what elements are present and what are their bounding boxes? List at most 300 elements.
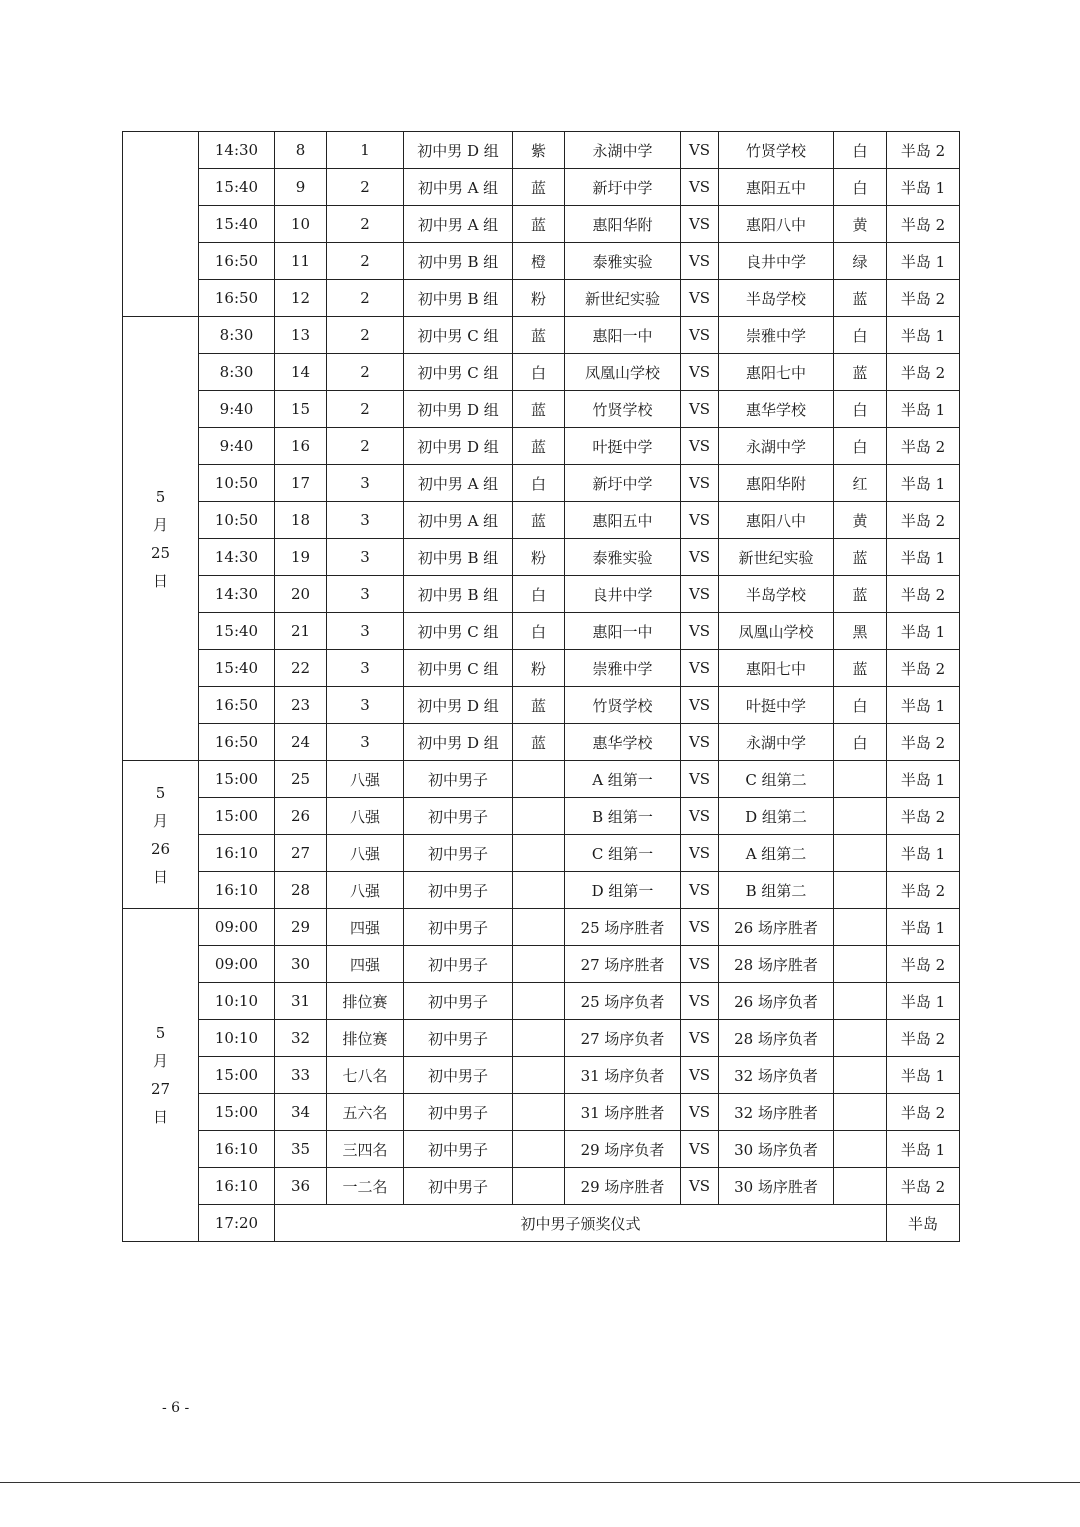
venue-cell: 半岛 1 xyxy=(887,983,960,1020)
time-cell: 15:40 xyxy=(199,613,275,650)
group-cell: 初中男子 xyxy=(404,1168,513,1205)
team-a-cell: 惠阳一中 xyxy=(565,613,681,650)
table-row xyxy=(123,391,960,428)
team-b-cell: 惠阳华附 xyxy=(719,465,834,502)
table-row xyxy=(123,243,960,280)
date-part: 月 xyxy=(152,515,168,534)
versus-cell: VS xyxy=(681,650,719,687)
time-cell: 16:10 xyxy=(199,1168,275,1205)
jersey-color-a-cell xyxy=(513,1057,565,1094)
jersey-color-b-cell: 红 xyxy=(834,465,887,502)
round-cell: 三四名 xyxy=(327,1131,404,1168)
team-a-cell: 27 场序胜者 xyxy=(565,946,681,983)
group-cell: 初中男 A 组 xyxy=(404,169,513,206)
team-b-cell: 惠阳七中 xyxy=(719,650,834,687)
jersey-color-b-cell: 蓝 xyxy=(834,576,887,613)
team-a-cell: 新世纪实验 xyxy=(565,280,681,317)
jersey-color-b-cell: 蓝 xyxy=(834,650,887,687)
jersey-color-b-cell xyxy=(834,798,887,835)
team-b-cell: 叶挺中学 xyxy=(719,687,834,724)
jersey-color-a-cell xyxy=(513,1131,565,1168)
group-cell: 初中男 C 组 xyxy=(404,613,513,650)
group-cell: 初中男 C 组 xyxy=(404,317,513,354)
jersey-color-b-cell: 绿 xyxy=(834,243,887,280)
jersey-color-b-cell xyxy=(834,872,887,909)
team-b-cell: 半岛学校 xyxy=(719,280,834,317)
match-number-cell: 21 xyxy=(275,613,327,650)
table-row xyxy=(123,1020,960,1057)
venue-cell: 半岛 2 xyxy=(887,724,960,761)
jersey-color-b-cell: 黄 xyxy=(834,206,887,243)
versus-cell: VS xyxy=(681,502,719,539)
jersey-color-a-cell: 蓝 xyxy=(513,317,565,354)
team-a-cell: 叶挺中学 xyxy=(565,428,681,465)
jersey-color-a-cell xyxy=(513,761,565,798)
jersey-color-b-cell: 白 xyxy=(834,391,887,428)
round-cell: 3 xyxy=(327,724,404,761)
jersey-color-a-cell: 白 xyxy=(513,576,565,613)
match-number-cell: 23 xyxy=(275,687,327,724)
match-number-cell: 19 xyxy=(275,539,327,576)
team-a-cell: 29 场序负者 xyxy=(565,1131,681,1168)
round-cell: 3 xyxy=(327,650,404,687)
venue-cell: 半岛 1 xyxy=(887,761,960,798)
schedule-table xyxy=(122,131,960,1242)
jersey-color-a-cell xyxy=(513,1168,565,1205)
match-number-cell: 12 xyxy=(275,280,327,317)
venue-cell: 半岛 2 xyxy=(887,576,960,613)
jersey-color-a-cell xyxy=(513,1020,565,1057)
time-cell: 16:50 xyxy=(199,687,275,724)
jersey-color-b-cell xyxy=(834,983,887,1020)
venue-cell: 半岛 1 xyxy=(887,1057,960,1094)
match-number-cell: 16 xyxy=(275,428,327,465)
team-a-cell: 永湖中学 xyxy=(565,132,681,169)
group-cell: 初中男 C 组 xyxy=(404,354,513,391)
versus-cell: VS xyxy=(681,761,719,798)
venue-cell: 半岛 2 xyxy=(887,650,960,687)
team-a-cell: 新圩中学 xyxy=(565,169,681,206)
venue-cell: 半岛 2 xyxy=(887,280,960,317)
team-a-cell: 31 场序胜者 xyxy=(565,1094,681,1131)
time-cell: 16:50 xyxy=(199,724,275,761)
jersey-color-b-cell xyxy=(834,835,887,872)
match-number-cell: 9 xyxy=(275,169,327,206)
versus-cell: VS xyxy=(681,1057,719,1094)
match-number-cell: 15 xyxy=(275,391,327,428)
jersey-color-a-cell: 粉 xyxy=(513,650,565,687)
date-part: 27 xyxy=(150,1080,171,1098)
time-cell: 10:10 xyxy=(199,1020,275,1057)
match-number-cell: 33 xyxy=(275,1057,327,1094)
footer-divider xyxy=(0,1482,1080,1483)
round-cell: 2 xyxy=(327,243,404,280)
match-number-cell: 13 xyxy=(275,317,327,354)
jersey-color-a-cell: 白 xyxy=(513,354,565,391)
round-cell: 五六名 xyxy=(327,1094,404,1131)
match-number-cell: 10 xyxy=(275,206,327,243)
jersey-color-b-cell xyxy=(834,909,887,946)
venue-cell: 半岛 1 xyxy=(887,835,960,872)
venue-cell: 半岛 1 xyxy=(887,1131,960,1168)
versus-cell: VS xyxy=(681,1020,719,1057)
team-a-cell: 31 场序负者 xyxy=(565,1057,681,1094)
versus-cell: VS xyxy=(681,428,719,465)
team-b-cell: 30 场序负者 xyxy=(719,1131,834,1168)
time-cell: 14:30 xyxy=(199,576,275,613)
jersey-color-b-cell: 白 xyxy=(834,687,887,724)
team-a-cell: 惠阳一中 xyxy=(565,317,681,354)
round-cell: 八强 xyxy=(327,835,404,872)
time-cell: 10:50 xyxy=(199,502,275,539)
round-cell: 排位赛 xyxy=(327,1020,404,1057)
venue-cell: 半岛 1 xyxy=(887,391,960,428)
table-row xyxy=(123,983,960,1020)
jersey-color-a-cell: 蓝 xyxy=(513,206,565,243)
date-cell xyxy=(123,132,199,317)
group-cell: 初中男子 xyxy=(404,1094,513,1131)
round-cell: 2 xyxy=(327,169,404,206)
date-part: 5 xyxy=(155,783,166,802)
table-row xyxy=(123,724,960,761)
venue-cell: 半岛 1 xyxy=(887,613,960,650)
venue-cell: 半岛 2 xyxy=(887,502,960,539)
match-number-cell: 28 xyxy=(275,872,327,909)
date-part: 日 xyxy=(152,1108,168,1126)
time-cell: 9:40 xyxy=(199,391,275,428)
venue-cell: 半岛 xyxy=(887,1205,960,1242)
round-cell: 3 xyxy=(327,687,404,724)
jersey-color-a-cell: 蓝 xyxy=(513,724,565,761)
team-a-cell: 泰雅实验 xyxy=(565,539,681,576)
team-b-cell: B 组第二 xyxy=(719,872,834,909)
team-b-cell: 惠阳八中 xyxy=(719,502,834,539)
group-cell: 初中男 B 组 xyxy=(404,243,513,280)
versus-cell: VS xyxy=(681,909,719,946)
jersey-color-b-cell xyxy=(834,1057,887,1094)
team-a-cell: A 组第一 xyxy=(565,761,681,798)
time-cell: 16:10 xyxy=(199,872,275,909)
round-cell: 七八名 xyxy=(327,1057,404,1094)
page-number: - 6 - xyxy=(162,1400,190,1416)
team-a-cell: 25 场序胜者 xyxy=(565,909,681,946)
jersey-color-b-cell: 蓝 xyxy=(834,280,887,317)
jersey-color-a-cell: 蓝 xyxy=(513,687,565,724)
match-number-cell: 24 xyxy=(275,724,327,761)
venue-cell: 半岛 2 xyxy=(887,1094,960,1131)
group-cell: 初中男子 xyxy=(404,983,513,1020)
time-cell: 15:40 xyxy=(199,206,275,243)
versus-cell: VS xyxy=(681,465,719,502)
versus-cell: VS xyxy=(681,391,719,428)
ceremony-event-cell: 初中男子颁奖仪式 xyxy=(275,1205,887,1242)
group-cell: 初中男 D 组 xyxy=(404,428,513,465)
round-cell: 2 xyxy=(327,280,404,317)
time-cell: 16:50 xyxy=(199,280,275,317)
ceremony-row xyxy=(123,1205,960,1242)
round-cell: 3 xyxy=(327,613,404,650)
venue-cell: 半岛 1 xyxy=(887,465,960,502)
time-cell: 10:10 xyxy=(199,983,275,1020)
team-b-cell: 永湖中学 xyxy=(719,428,834,465)
jersey-color-a-cell: 蓝 xyxy=(513,502,565,539)
round-cell: 排位赛 xyxy=(327,983,404,1020)
match-number-cell: 22 xyxy=(275,650,327,687)
jersey-color-b-cell xyxy=(834,1168,887,1205)
versus-cell: VS xyxy=(681,946,719,983)
versus-cell: VS xyxy=(681,835,719,872)
round-cell: 四强 xyxy=(327,909,404,946)
time-cell: 15:00 xyxy=(199,1057,275,1094)
jersey-color-b-cell: 蓝 xyxy=(834,354,887,391)
date-cell xyxy=(123,909,199,1242)
team-a-cell: 泰雅实验 xyxy=(565,243,681,280)
table-row xyxy=(123,502,960,539)
team-b-cell: 半岛学校 xyxy=(719,576,834,613)
versus-cell: VS xyxy=(681,1094,719,1131)
time-cell: 15:40 xyxy=(199,650,275,687)
table-row xyxy=(123,946,960,983)
venue-cell: 半岛 2 xyxy=(887,1168,960,1205)
round-cell: 八强 xyxy=(327,761,404,798)
team-b-cell: A 组第二 xyxy=(719,835,834,872)
time-cell: 15:40 xyxy=(199,169,275,206)
date-part: 月 xyxy=(152,811,168,830)
group-cell: 初中男 D 组 xyxy=(404,391,513,428)
team-b-cell: 崇雅中学 xyxy=(719,317,834,354)
versus-cell: VS xyxy=(681,798,719,835)
venue-cell: 半岛 2 xyxy=(887,428,960,465)
match-number-cell: 11 xyxy=(275,243,327,280)
venue-cell: 半岛 2 xyxy=(887,354,960,391)
versus-cell: VS xyxy=(681,983,719,1020)
group-cell: 初中男子 xyxy=(404,1020,513,1057)
date-cell xyxy=(123,317,199,761)
match-number-cell: 36 xyxy=(275,1168,327,1205)
table-row xyxy=(123,1094,960,1131)
table-row xyxy=(123,169,960,206)
table-row xyxy=(123,761,960,798)
table-row xyxy=(123,428,960,465)
versus-cell: VS xyxy=(681,280,719,317)
time-cell: 17:20 xyxy=(199,1205,275,1242)
round-cell: 2 xyxy=(327,206,404,243)
time-cell: 16:10 xyxy=(199,835,275,872)
round-cell: 2 xyxy=(327,428,404,465)
group-cell: 初中男子 xyxy=(404,1131,513,1168)
versus-cell: VS xyxy=(681,206,719,243)
venue-cell: 半岛 1 xyxy=(887,169,960,206)
team-b-cell: 惠华学校 xyxy=(719,391,834,428)
jersey-color-a-cell xyxy=(513,909,565,946)
date-part: 5 xyxy=(155,1024,166,1042)
time-cell: 15:00 xyxy=(199,798,275,835)
table-row xyxy=(123,1131,960,1168)
team-b-cell: 惠阳八中 xyxy=(719,206,834,243)
versus-cell: VS xyxy=(681,1168,719,1205)
group-cell: 初中男 D 组 xyxy=(404,724,513,761)
jersey-color-b-cell: 黄 xyxy=(834,502,887,539)
venue-cell: 半岛 1 xyxy=(887,243,960,280)
jersey-color-b-cell: 白 xyxy=(834,317,887,354)
team-a-cell: 惠阳华附 xyxy=(565,206,681,243)
table-row xyxy=(123,317,960,354)
table-row xyxy=(123,613,960,650)
team-b-cell: 惠阳五中 xyxy=(719,169,834,206)
match-number-cell: 20 xyxy=(275,576,327,613)
team-a-cell: 29 场序胜者 xyxy=(565,1168,681,1205)
jersey-color-a-cell xyxy=(513,798,565,835)
round-cell: 四强 xyxy=(327,946,404,983)
match-number-cell: 17 xyxy=(275,465,327,502)
team-b-cell: 惠阳七中 xyxy=(719,354,834,391)
jersey-color-a-cell: 粉 xyxy=(513,539,565,576)
match-number-cell: 30 xyxy=(275,946,327,983)
time-cell: 15:00 xyxy=(199,761,275,798)
time-cell: 14:30 xyxy=(199,539,275,576)
team-b-cell: 竹贤学校 xyxy=(719,132,834,169)
team-b-cell: 凤凰山学校 xyxy=(719,613,834,650)
group-cell: 初中男子 xyxy=(404,909,513,946)
round-cell: 3 xyxy=(327,539,404,576)
jersey-color-b-cell xyxy=(834,1094,887,1131)
table-row xyxy=(123,687,960,724)
group-cell: 初中男 A 组 xyxy=(404,465,513,502)
time-cell: 09:00 xyxy=(199,909,275,946)
round-cell: 八强 xyxy=(327,798,404,835)
round-cell: 3 xyxy=(327,576,404,613)
jersey-color-b-cell: 黑 xyxy=(834,613,887,650)
jersey-color-a-cell xyxy=(513,983,565,1020)
team-a-cell: 25 场序负者 xyxy=(565,983,681,1020)
jersey-color-a-cell: 蓝 xyxy=(513,428,565,465)
round-cell: 2 xyxy=(327,354,404,391)
table-row xyxy=(123,798,960,835)
round-cell: 3 xyxy=(327,465,404,502)
versus-cell: VS xyxy=(681,354,719,391)
jersey-color-b-cell: 白 xyxy=(834,724,887,761)
versus-cell: VS xyxy=(681,539,719,576)
round-cell: 2 xyxy=(327,317,404,354)
versus-cell: VS xyxy=(681,687,719,724)
match-number-cell: 8 xyxy=(275,132,327,169)
team-a-cell: 27 场序负者 xyxy=(565,1020,681,1057)
table-row xyxy=(123,1057,960,1094)
team-b-cell: C 组第二 xyxy=(719,761,834,798)
match-number-cell: 35 xyxy=(275,1131,327,1168)
table-row xyxy=(123,132,960,169)
time-cell: 09:00 xyxy=(199,946,275,983)
match-number-cell: 18 xyxy=(275,502,327,539)
time-cell: 16:10 xyxy=(199,1131,275,1168)
team-b-cell: 新世纪实验 xyxy=(719,539,834,576)
match-number-cell: 32 xyxy=(275,1020,327,1057)
team-a-cell: 良井中学 xyxy=(565,576,681,613)
round-cell: 1 xyxy=(327,132,404,169)
team-a-cell: 凤凰山学校 xyxy=(565,354,681,391)
group-cell: 初中男 B 组 xyxy=(404,280,513,317)
jersey-color-b-cell xyxy=(834,946,887,983)
jersey-color-b-cell xyxy=(834,761,887,798)
jersey-color-b-cell: 白 xyxy=(834,169,887,206)
venue-cell: 半岛 1 xyxy=(887,687,960,724)
team-a-cell: B 组第一 xyxy=(565,798,681,835)
table-row xyxy=(123,539,960,576)
venue-cell: 半岛 1 xyxy=(887,539,960,576)
round-cell: 3 xyxy=(327,502,404,539)
team-b-cell: 永湖中学 xyxy=(719,724,834,761)
table-row xyxy=(123,835,960,872)
jersey-color-a-cell: 白 xyxy=(513,613,565,650)
team-b-cell: D 组第二 xyxy=(719,798,834,835)
table-row xyxy=(123,909,960,946)
venue-cell: 半岛 2 xyxy=(887,798,960,835)
match-number-cell: 31 xyxy=(275,983,327,1020)
jersey-color-a-cell: 白 xyxy=(513,465,565,502)
group-cell: 初中男子 xyxy=(404,872,513,909)
match-number-cell: 25 xyxy=(275,761,327,798)
team-a-cell: 竹贤学校 xyxy=(565,687,681,724)
team-b-cell: 28 场序胜者 xyxy=(719,946,834,983)
versus-cell: VS xyxy=(681,169,719,206)
match-number-cell: 27 xyxy=(275,835,327,872)
table-row xyxy=(123,280,960,317)
time-cell: 8:30 xyxy=(199,317,275,354)
time-cell: 15:00 xyxy=(199,1094,275,1131)
jersey-color-b-cell xyxy=(834,1131,887,1168)
jersey-color-a-cell: 蓝 xyxy=(513,391,565,428)
jersey-color-a-cell xyxy=(513,1094,565,1131)
time-cell: 14:30 xyxy=(199,132,275,169)
venue-cell: 半岛 2 xyxy=(887,206,960,243)
jersey-color-b-cell xyxy=(834,1020,887,1057)
versus-cell: VS xyxy=(681,576,719,613)
team-b-cell: 32 场序负者 xyxy=(719,1057,834,1094)
team-a-cell: C 组第一 xyxy=(565,835,681,872)
jersey-color-b-cell: 白 xyxy=(834,132,887,169)
venue-cell: 半岛 2 xyxy=(887,1020,960,1057)
time-cell: 10:50 xyxy=(199,465,275,502)
group-cell: 初中男子 xyxy=(404,798,513,835)
group-cell: 初中男 B 组 xyxy=(404,539,513,576)
team-b-cell: 32 场序胜者 xyxy=(719,1094,834,1131)
jersey-color-a-cell: 橙 xyxy=(513,243,565,280)
match-number-cell: 34 xyxy=(275,1094,327,1131)
jersey-color-a-cell xyxy=(513,946,565,983)
jersey-color-a-cell xyxy=(513,835,565,872)
group-cell: 初中男子 xyxy=(404,1057,513,1094)
jersey-color-b-cell: 白 xyxy=(834,428,887,465)
table-row xyxy=(123,206,960,243)
date-part: 26 xyxy=(150,839,171,858)
team-b-cell: 28 场序负者 xyxy=(719,1020,834,1057)
date-part: 25 xyxy=(150,543,171,562)
jersey-color-a-cell: 蓝 xyxy=(513,169,565,206)
team-a-cell: D 组第一 xyxy=(565,872,681,909)
jersey-color-a-cell: 粉 xyxy=(513,280,565,317)
date-part: 月 xyxy=(152,1052,168,1070)
team-b-cell: 26 场序胜者 xyxy=(719,909,834,946)
group-cell: 初中男 B 组 xyxy=(404,576,513,613)
venue-cell: 半岛 1 xyxy=(887,317,960,354)
group-cell: 初中男 A 组 xyxy=(404,502,513,539)
date-cell xyxy=(123,761,199,909)
table-row xyxy=(123,354,960,391)
group-cell: 初中男子 xyxy=(404,946,513,983)
round-cell: 一二名 xyxy=(327,1168,404,1205)
venue-cell: 半岛 1 xyxy=(887,909,960,946)
versus-cell: VS xyxy=(681,317,719,354)
